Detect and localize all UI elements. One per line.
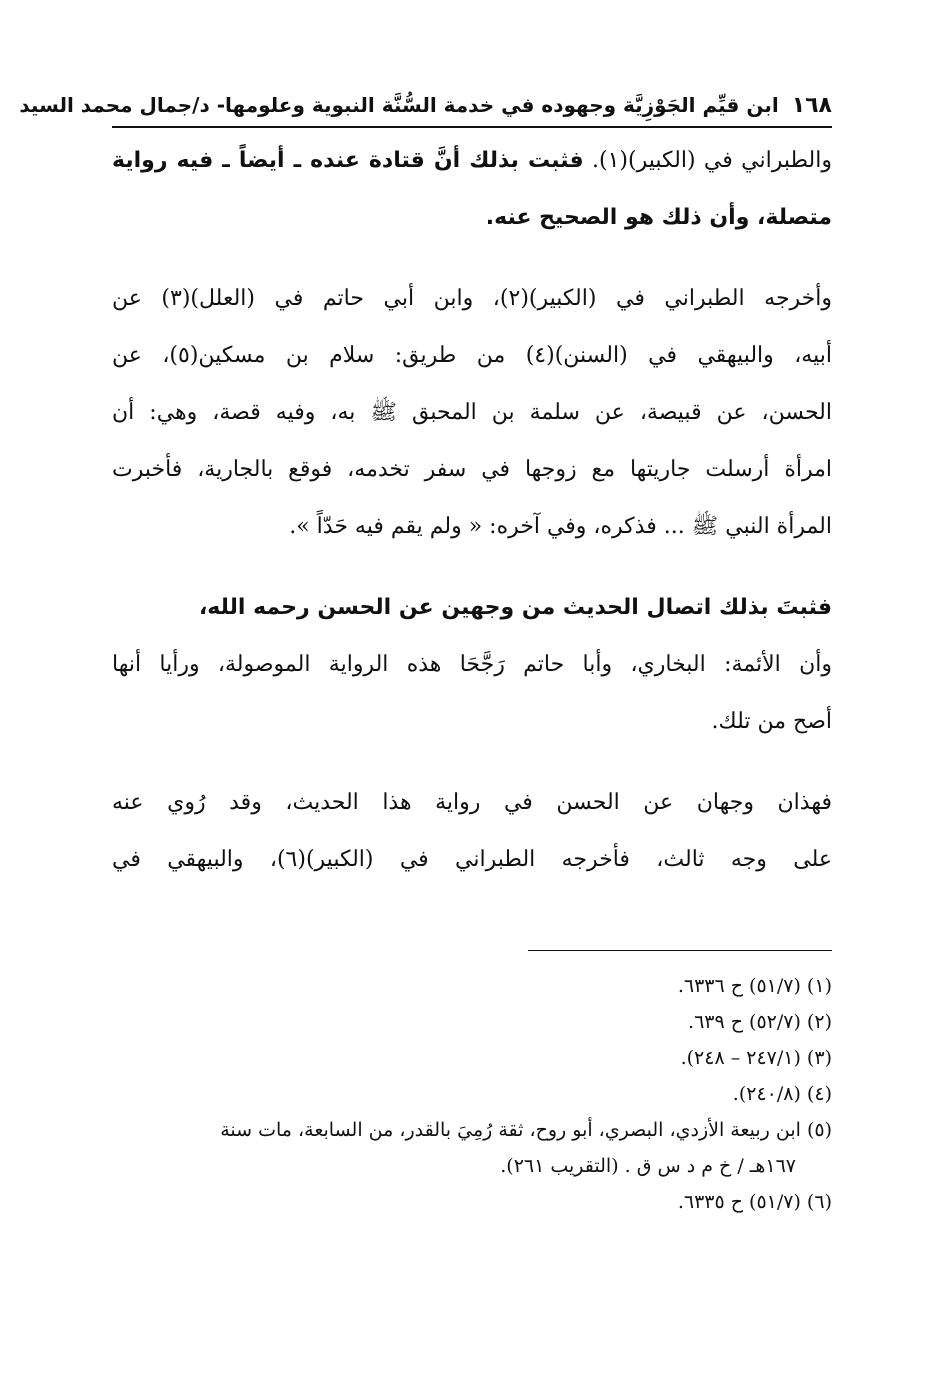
footnote: (٤) (٢٤٠/٨). — [732, 1083, 832, 1105]
footnote: (٥) ابن ربيعة الأزدي، البصري، أبو روح، ثقة رُمِيَ بالقدر، من السابعة، مات سنة — [220, 1119, 832, 1141]
text-line: الحسن، عن قبيصة، عن سلمة بن المحبق ﷺ به، وفيه قصة، وهي: أن — [112, 400, 832, 425]
text-line: وأن الأئمة: البخاري، وأبا حاتم رَجَّحَا هذه الرواية الموصولة، ورأيا أنها — [112, 652, 832, 677]
main-text — [112, 132, 832, 888]
text-line: وأخرجه الطبراني في (الكبير)(٢)، وابن أبي حاتم في (العلل)(٣) عن — [112, 286, 833, 311]
text-line: متصلة، وأن ذلك هو الصحيح عنه. — [485, 205, 832, 230]
footnote: (١) (٥١/٧) ح ٦٣٣٦. — [677, 975, 832, 997]
paragraph — [112, 774, 832, 888]
paragraph — [112, 270, 832, 555]
running-title: ابن قيِّم الجَوْزِيَّة وجهوده في خدمة السُّنَّة النبوية وعلومها- د/جمال محمد السيد — [19, 93, 779, 117]
footnote-separator — [528, 950, 832, 951]
paragraph — [112, 132, 832, 246]
footnote: (٦) (٥١/٧) ح ٦٣٣٥. — [677, 1191, 832, 1213]
page-header — [19, 86, 832, 128]
footnote: (٣) (٢٤٧/١ – ٢٤٨). — [680, 1047, 832, 1069]
paragraph — [112, 579, 832, 750]
footnotes — [112, 968, 832, 1220]
text-line: أصح من تلك. — [711, 709, 832, 734]
footnote: (٢) (٥٢/٧) ح ٦٣٩. — [688, 1011, 832, 1033]
text-line: فثبتَ بذلك اتصال الحديث من وجهين عن الحسن رحمه الله، — [198, 595, 832, 620]
page-number: ١٦٨ — [791, 93, 832, 118]
text-line: أبيه، والبيهقي في (السنن)(٤) من طريق: سلام بن مسكين(٥)، عن — [112, 343, 832, 368]
text-line: على وجه ثالث، فأخرجه الطبراني في (الكبير)(٦)، والبيهقي في — [112, 847, 832, 872]
text-line: والطبراني في (الكبير)(١). فثبت بذلك أنَّ قتادة عنده ـ أيضاً ـ فيه رواية — [112, 148, 832, 173]
text-line: فهذان وجهان عن الحسن في رواية هذا الحديث، وقد رُوي عنه — [112, 790, 832, 815]
text-line: المرأة النبي ﷺ ... فذكره، وفي آخره: « ولم يقم فيه حَدّاً ». — [289, 514, 832, 539]
text-line: امرأة أرسلت جاريتها مع زوجها في سفر تخدمه، فوقع بالجارية، فأخبرت — [112, 457, 832, 482]
footnote-continuation: ١٦٧هـ / خ م د س ق . (التقريب ٢٦١). — [500, 1155, 796, 1177]
